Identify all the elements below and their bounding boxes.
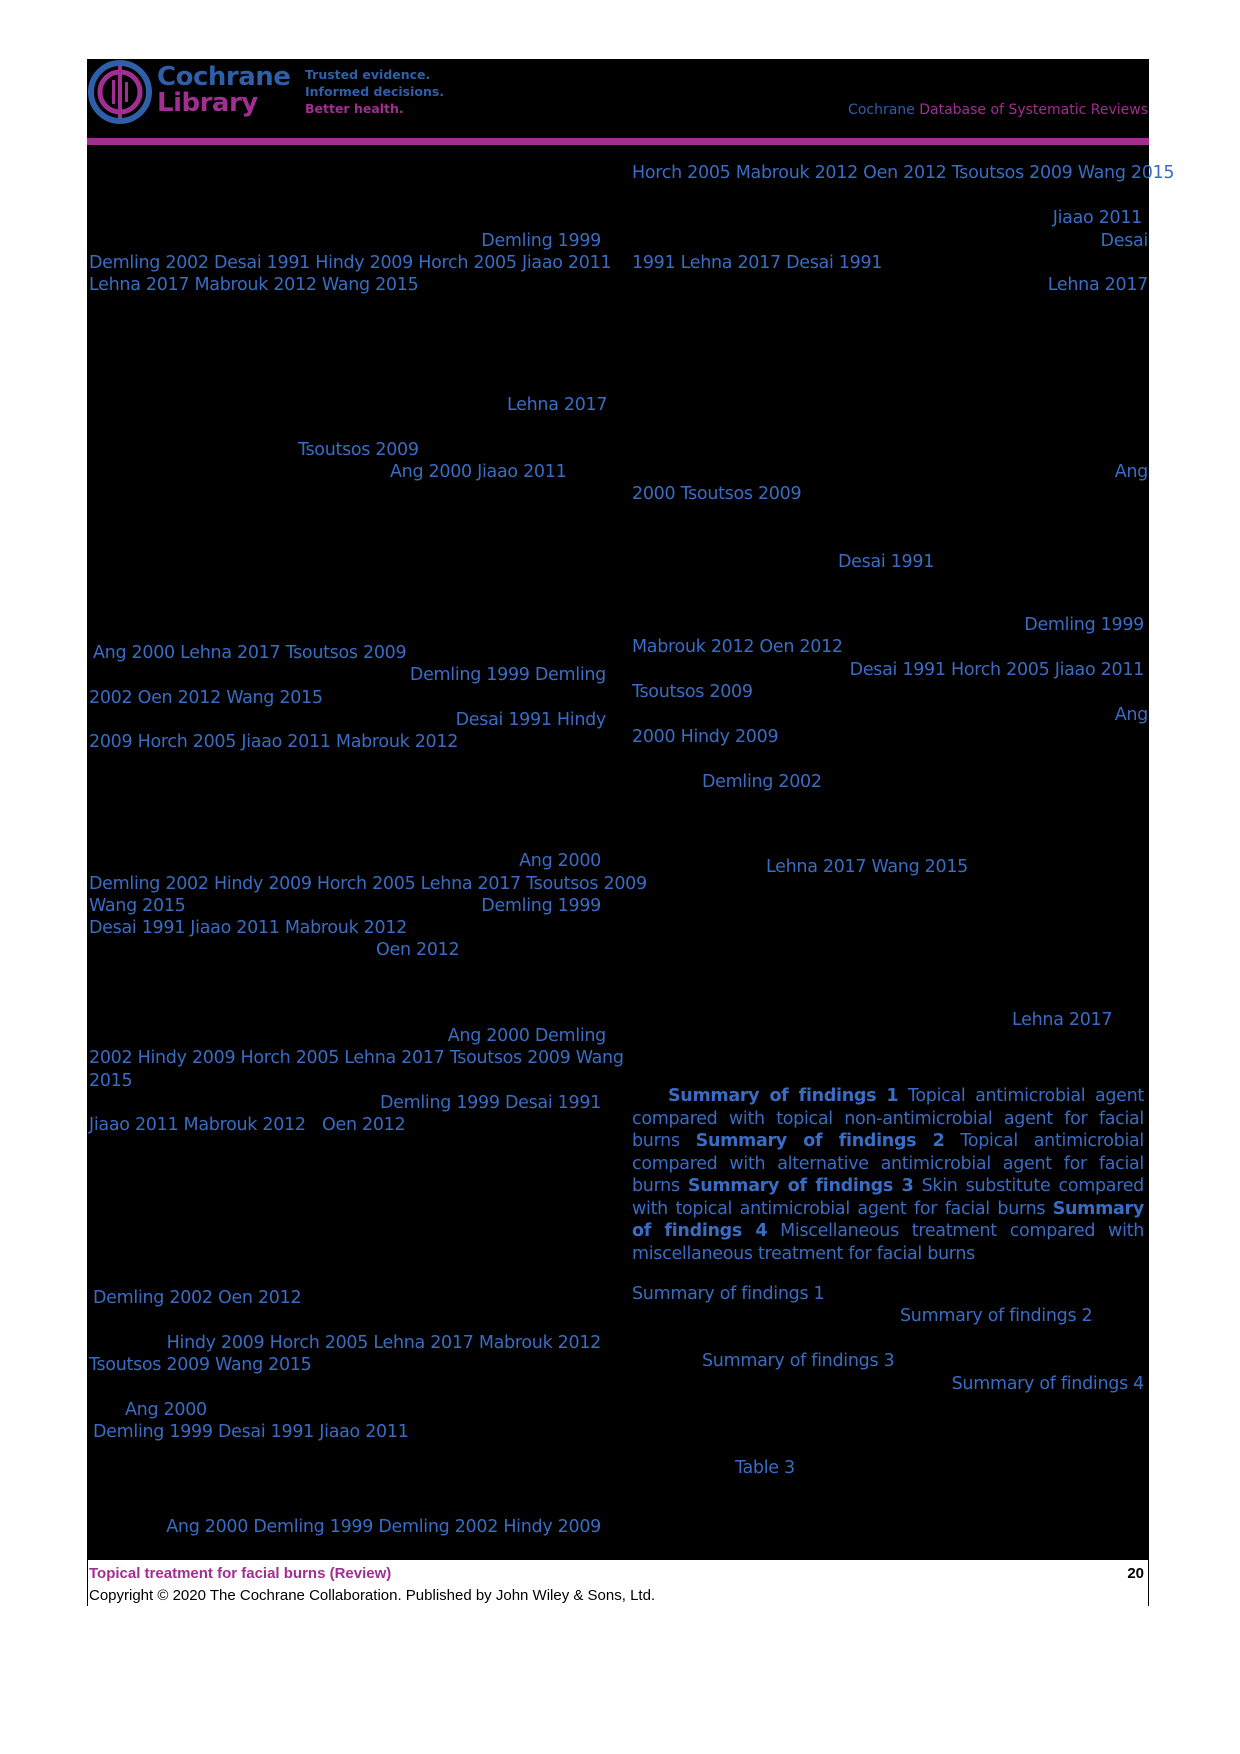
sof-2-link[interactable]: Summary of findings 2 [900, 1306, 1093, 1326]
citation-link[interactable]: Demling 1999 [481, 231, 601, 251]
citation-link[interactable]: Oen 2012 [322, 1115, 406, 1135]
citation-link[interactable]: Demling 1999 Desai 1991 [379, 1093, 601, 1113]
citation-link[interactable]: Demling 2002 Desai 1991 Hindy 2009 Horch 2005 Jiaao 2011 [89, 253, 612, 273]
cochrane-logo-icon [88, 60, 152, 124]
citation-link[interactable]: Ang 2000 [519, 851, 601, 871]
summary-paragraph: Summary of findings 1 Topical antimicrobial agent compared with topical non-antimicrobial agent for facial burns Summary of findings 2 Topical antimicrobial compared with alternative antimicrobial agent for facial burns Summary of findings 3 Skin substitute compared with topical antimicrobial agent for facial burns Summary of findings 4 Miscellaneous treatment compared with miscellaneous treatment for facial burns [632, 1086, 1144, 1264]
citation-link[interactable]: 2002 Oen 2012 Wang 2015 [89, 688, 323, 708]
header-rule [87, 138, 1149, 145]
citation-link[interactable]: Desai 1991 Hindy [455, 710, 606, 730]
database-title-accent: Database of Systematic Reviews [919, 102, 1148, 118]
citation-link[interactable]: Jiaao 2011 [1052, 208, 1142, 228]
citation-link[interactable]: Tsoutsos 2009 Wang 2015 [89, 1355, 312, 1375]
citation-link[interactable]: 2009 Horch 2005 Jiaao 2011 Mabrouk 2012 [89, 732, 459, 752]
citation-link[interactable]: 2000 Tsoutsos 2009 [632, 484, 802, 504]
citation-link[interactable]: Lehna 2017 Wang 2015 [766, 857, 968, 877]
citation-link[interactable]: Lehna 2017 [1012, 1010, 1113, 1030]
citation-link[interactable]: Desai 1991 Horch 2005 Jiaao 2011 [849, 660, 1144, 680]
brand-name: Cochrane [157, 62, 291, 92]
sof-1-link[interactable]: Summary of findings 1 [668, 1086, 899, 1106]
citation-link[interactable]: Ang 2000 Demling [447, 1026, 606, 1046]
citation-link[interactable]: 2015 [89, 1071, 133, 1091]
page-number: 20 [1127, 1565, 1144, 1582]
citation-link[interactable]: Desai [1100, 231, 1148, 251]
citation-link[interactable]: Mabrouk 2012 Oen 2012 [632, 637, 843, 657]
citation-link[interactable]: Demling 2002 Oen 2012 [93, 1288, 302, 1308]
tagline-2: Informed decisions. [305, 84, 445, 99]
citation-link[interactable]: Demling 1999 [1024, 615, 1144, 635]
sof-1-link[interactable]: Summary of findings 1 [632, 1284, 825, 1304]
citation-link[interactable]: Wang 2015 [89, 896, 186, 916]
citation-link[interactable]: Lehna 2017 Mabrouk 2012 Wang 2015 [89, 275, 419, 295]
footer-right-border [1148, 1560, 1149, 1606]
citation-link[interactable]: Ang [1114, 462, 1148, 482]
citation-link[interactable]: Ang 2000 Lehna 2017 Tsoutsos 2009 [93, 643, 407, 663]
citation-link[interactable]: Jiaao 2011 Mabrouk 2012 [89, 1115, 306, 1135]
citation-link[interactable]: Tsoutsos 2009 [632, 682, 753, 702]
citation-link[interactable]: Hindy 2009 Horch 2005 Lehna 2017 Mabrouk 2012 [166, 1333, 601, 1353]
citation-link[interactable]: Demling 1999 [481, 896, 601, 916]
tagline-3: Better health. [305, 101, 404, 116]
citation-link[interactable]: Demling 2002 [702, 772, 822, 792]
citation-link[interactable]: Ang 2000 Jiaao 2011 [390, 462, 567, 482]
footer-left-border [87, 1560, 88, 1606]
sof-4-link[interactable]: Summary of findings 4 [951, 1374, 1144, 1394]
citation-link[interactable]: Ang [1114, 705, 1148, 725]
citation-link[interactable]: Lehna 2017 [507, 395, 608, 415]
citation-link[interactable]: Oen 2012 [376, 940, 460, 960]
citation-link[interactable]: Demling 2002 Hindy 2009 Horch 2005 Lehna 2017 Tsoutsos 2009 [89, 874, 647, 894]
sof-3-link[interactable]: Summary of findings 3 [687, 1176, 914, 1196]
citation-link[interactable]: Desai 1991 Jiaao 2011 Mabrouk 2012 [89, 918, 408, 938]
review-title: Topical treatment for facial burns (Review) [89, 1565, 392, 1582]
brand-library: Library [157, 88, 258, 118]
citation-link[interactable]: 2000 Hindy 2009 [632, 727, 779, 747]
table-3-link[interactable]: Table 3 [735, 1458, 795, 1478]
citation-link[interactable]: Demling 1999 Desai 1991 Jiaao 2011 [93, 1422, 409, 1442]
citation-link[interactable]: 2002 Hindy 2009 Horch 2005 Lehna 2017 Tsoutsos 2009 Wang [89, 1048, 624, 1068]
citation-link[interactable]: Lehna 2017 [1047, 275, 1148, 295]
citation-link[interactable]: Demling 1999 Demling [409, 665, 606, 685]
citation-link[interactable]: Ang 2000 [125, 1400, 207, 1420]
citation-link[interactable]: Horch 2005 Mabrouk 2012 Oen 2012 Tsoutsos 2009 Wang 2015 [632, 163, 1175, 183]
database-title: Cochrane Database of Systematic Reviews [848, 102, 1148, 118]
sof-2-link[interactable]: Summary of findings 2 [695, 1131, 945, 1151]
tagline-1: Trusted evidence. [305, 67, 431, 82]
citation-link[interactable]: 1991 Lehna 2017 Desai 1991 [632, 253, 883, 273]
copyright: Copyright © 2020 The Cochrane Collaboration. Published by John Wiley & Sons, Ltd. [89, 1587, 656, 1604]
citation-link[interactable]: Ang 2000 Demling 1999 Demling 2002 Hindy 2009 [166, 1517, 601, 1537]
sof-3-link[interactable]: Summary of findings 3 [702, 1351, 895, 1371]
citation-link[interactable]: Desai 1991 [838, 552, 935, 572]
citation-link[interactable]: Tsoutsos 2009 [298, 440, 419, 460]
sof-4-link[interactable]: Summary of findings 4 [632, 1198, 1144, 1241]
